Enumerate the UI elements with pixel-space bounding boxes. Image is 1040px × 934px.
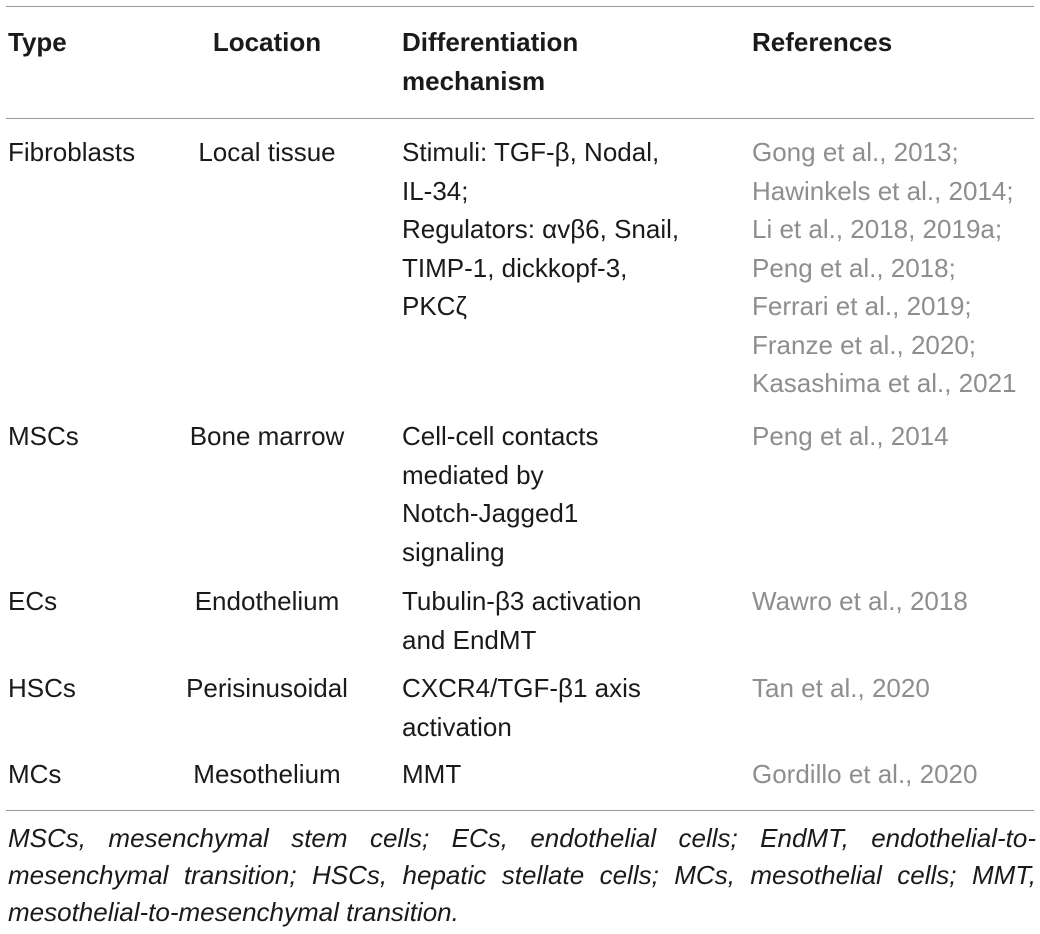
cell-location: Perisinusoidal bbox=[186, 673, 348, 703]
cell-mechanism: MMT bbox=[402, 759, 462, 789]
table-bottom-rule bbox=[6, 810, 1034, 811]
cell-mechanism: Stimuli: TGF-β, Nodal, IL-34; Regulators: αvβ6, Snail, TIMP-1, dickkopf-3, PKCζ bbox=[402, 137, 680, 321]
cell-type: HSCs bbox=[8, 673, 76, 703]
header-type: Type bbox=[8, 27, 67, 57]
cell-mechanism: Tubulin-β3 activation and EndMT bbox=[402, 586, 642, 655]
header-mechanism: Differentiation mechanism bbox=[402, 27, 579, 96]
cell-references: Gong et al., 2013; Hawinkels et al., 2014; Li et al., 2018, 2019a; Peng et al., 2018; Ferrari et al., 2019; Franze et al., 2020; Kasashima et al., 2021 bbox=[752, 137, 1017, 398]
cell-location: Endothelium bbox=[194, 586, 340, 616]
cell-mechanism: Cell-cell contacts mediated by Notch-Jagged1 signaling bbox=[402, 421, 599, 567]
cell-references: Peng et al., 2014 bbox=[752, 421, 949, 451]
cell-type: MSCs bbox=[8, 421, 79, 451]
cell-references: Wawro et al., 2018 bbox=[752, 586, 968, 616]
cell-references: Tan et al., 2020 bbox=[752, 673, 930, 703]
cell-type: Fibroblasts bbox=[8, 137, 136, 167]
header-rule bbox=[6, 118, 1034, 119]
table-top-rule bbox=[6, 6, 1034, 7]
cell-type: ECs bbox=[8, 586, 58, 616]
cell-location: Mesothelium bbox=[193, 759, 341, 789]
header-references: References bbox=[752, 27, 893, 57]
header-location: Location bbox=[212, 27, 322, 57]
cell-references: Gordillo et al., 2020 bbox=[752, 759, 978, 789]
cell-mechanism: CXCR4/TGF-β1 axis activation bbox=[402, 673, 641, 742]
cell-type: MCs bbox=[8, 759, 62, 789]
cell-location: Local tissue bbox=[198, 137, 336, 167]
cell-location: Bone marrow bbox=[189, 421, 345, 451]
table-footnote: MSCs, mesenchymal stem cells; ECs, endothelial cells; EndMT, endothelial-to-mesenchymal transition; HSCs, hepatic stellate cells; MCs, mesothelial cells; MMT, mesothelial-to-mesenchymal transition. bbox=[8, 823, 1036, 927]
